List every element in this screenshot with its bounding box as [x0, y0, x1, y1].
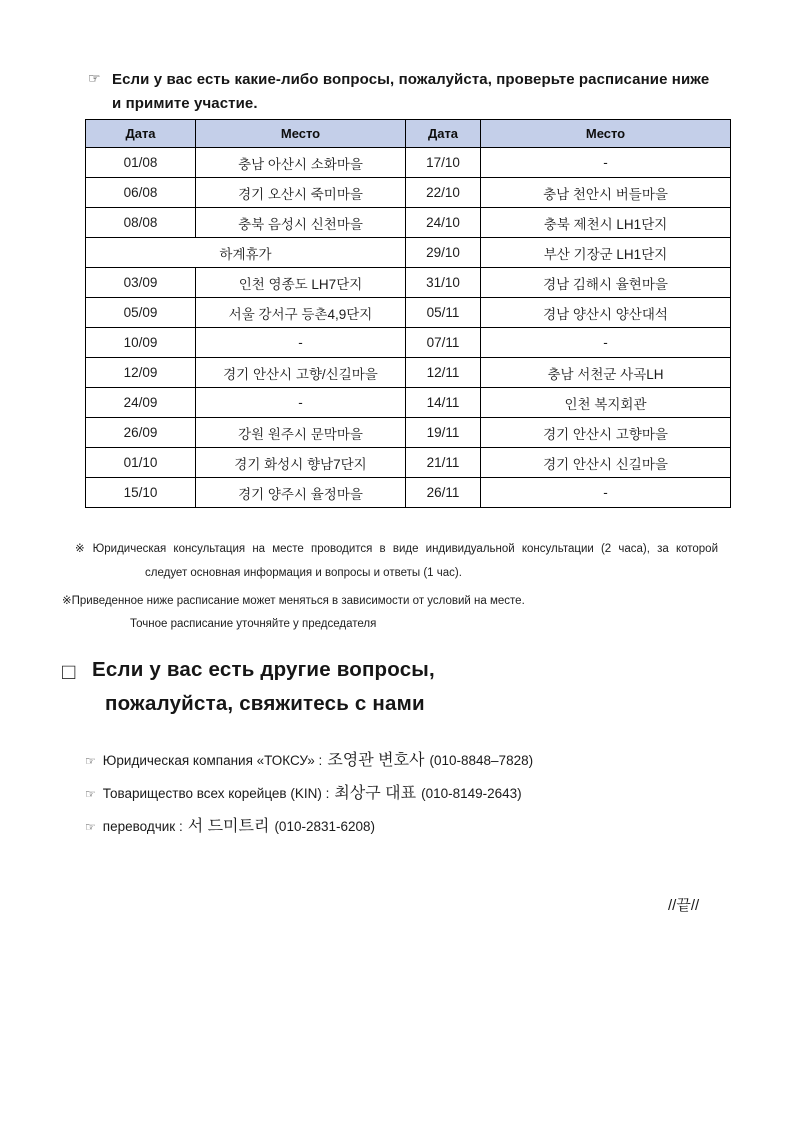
table-cell: 충남 천안시 버들마을: [481, 178, 731, 208]
contacts-list: [85, 747, 533, 846]
table-cell: 하계휴가: [86, 238, 406, 268]
note-line: [62, 593, 525, 607]
table-row: [86, 418, 731, 448]
table-row: [86, 268, 731, 298]
table-cell: 충남 아산시 소화마을: [196, 148, 406, 178]
contact-line: [85, 780, 533, 801]
contact-person-name: 조영관 변호사: [327, 752, 425, 769]
table-cell: 05/11: [406, 298, 481, 328]
intro-line: и примите участие.: [112, 95, 258, 112]
table-cell: 15/10: [86, 478, 196, 508]
table-cell: 21/11: [406, 448, 481, 478]
table-row: [86, 388, 731, 418]
section-heading-line: Если у вас есть другие вопросы,: [92, 658, 435, 681]
table-cell: 강원 원주시 문막마을: [196, 418, 406, 448]
note-text: Юридическая консультация на месте проводится в виде индивидуальной консультации (2 часа), за которой: [92, 543, 718, 555]
intro-line: Если у вас есть какие-либо вопросы, пожалуйста, проверьте расписание ниже: [112, 71, 710, 88]
contact-label: Юридическая компания «ТОКСУ» :: [102, 753, 323, 768]
table-row: [86, 478, 731, 508]
table-cell: 24/10: [406, 208, 481, 238]
table-cell: 경남 양산시 양산대석: [481, 298, 731, 328]
table-cell: 26/09: [86, 418, 196, 448]
contact-phone: (010-8848–7828): [429, 753, 534, 768]
note-text: Точное расписание уточняйте у председателя: [130, 618, 377, 630]
table-cell: 충북 제천시 LH1단지: [481, 208, 731, 238]
table-cell: 14/11: [406, 388, 481, 418]
column-header: Место: [481, 120, 731, 148]
pointing-hand-icon: ☞: [85, 787, 96, 801]
table-cell: 경기 오산시 죽미마을: [196, 178, 406, 208]
contact-line: [85, 747, 533, 768]
table-row: [86, 148, 731, 178]
end-mark: //끝//: [668, 897, 700, 914]
pointing-hand-icon: ☞: [88, 70, 101, 86]
column-header: Дата: [86, 120, 196, 148]
table-row: [86, 298, 731, 328]
table-cell: 인천 복지회관: [481, 388, 731, 418]
table-cell: -: [481, 328, 731, 358]
reference-mark-icon: ※: [62, 595, 72, 607]
table-cell: -: [481, 148, 731, 178]
note-line: [145, 567, 462, 579]
table-cell: 19/11: [406, 418, 481, 448]
contact-label: Товарищество всех корейцев (KIN) :: [102, 786, 330, 801]
table-row: [86, 238, 731, 268]
table-cell: 05/09: [86, 298, 196, 328]
contact-phone: (010-2831-6208): [274, 819, 376, 834]
table-cell: 01/08: [86, 148, 196, 178]
table-cell: 31/10: [406, 268, 481, 298]
note-line: [75, 541, 718, 555]
table-row: [86, 328, 731, 358]
table-cell: 12/09: [86, 358, 196, 388]
contact-label: переводчик :: [102, 819, 183, 834]
note-text: Приведенное ниже расписание может меняться в зависимости от условий на месте.: [71, 595, 525, 607]
table-cell: -: [196, 388, 406, 418]
table-row: [86, 448, 731, 478]
square-bullet-icon: □: [62, 659, 76, 684]
table-cell: 경기 안산시 고향마을: [481, 418, 731, 448]
table-cell: -: [481, 478, 731, 508]
table-cell: 07/11: [406, 328, 481, 358]
pointing-hand-icon: ☞: [85, 754, 96, 768]
table-cell: 06/08: [86, 178, 196, 208]
table-cell: 29/10: [406, 238, 481, 268]
table-cell: 부산 기장군 LH1단지: [481, 238, 731, 268]
table-row: [86, 208, 731, 238]
table-cell: 경기 안산시 신길마을: [481, 448, 731, 478]
table-cell: 22/10: [406, 178, 481, 208]
table-cell: 경기 안산시 고향/신길마을: [196, 358, 406, 388]
pointing-hand-icon: ☞: [85, 820, 96, 834]
reference-mark-icon: ※: [75, 543, 89, 555]
table-cell: 01/10: [86, 448, 196, 478]
contact-person-name: 최상구 대표: [334, 785, 417, 802]
table-cell: 경기 화성시 향남7단지: [196, 448, 406, 478]
table-cell: 08/08: [86, 208, 196, 238]
table-cell: 경남 김해시 율현마을: [481, 268, 731, 298]
table-cell: 충남 서천군 사곡LH: [481, 358, 731, 388]
table-cell: 충북 음성시 신천마을: [196, 208, 406, 238]
intro-paragraph: [88, 68, 736, 116]
table-cell: -: [196, 328, 406, 358]
table-header-row: [86, 120, 731, 148]
note-line: [130, 618, 376, 630]
intro-text: [112, 68, 709, 116]
schedule-table: [85, 119, 731, 508]
contact-phone: (010-8149-2643): [421, 786, 522, 801]
column-header: Дата: [406, 120, 481, 148]
column-header: Место: [196, 120, 406, 148]
table-cell: 24/09: [86, 388, 196, 418]
table-cell: 03/09: [86, 268, 196, 298]
table-cell: 26/11: [406, 478, 481, 508]
table-row: [86, 358, 731, 388]
table-row: [86, 178, 731, 208]
table-cell: 17/10: [406, 148, 481, 178]
note-text: следует основная информация и вопросы и ответы (1 час).: [145, 567, 462, 579]
table-cell: 10/09: [86, 328, 196, 358]
table-cell: 경기 양주시 율정마을: [196, 478, 406, 508]
section-heading-line: пожалуйста, свяжитесь с нами: [105, 692, 425, 715]
table-cell: 서울 강서구 등촌4,9단지: [196, 298, 406, 328]
contact-person-name: 서 드미트리: [187, 818, 270, 835]
contact-line: [85, 813, 533, 834]
table-cell: 12/11: [406, 358, 481, 388]
table-cell: 인천 영종도 LH7단지: [196, 268, 406, 298]
